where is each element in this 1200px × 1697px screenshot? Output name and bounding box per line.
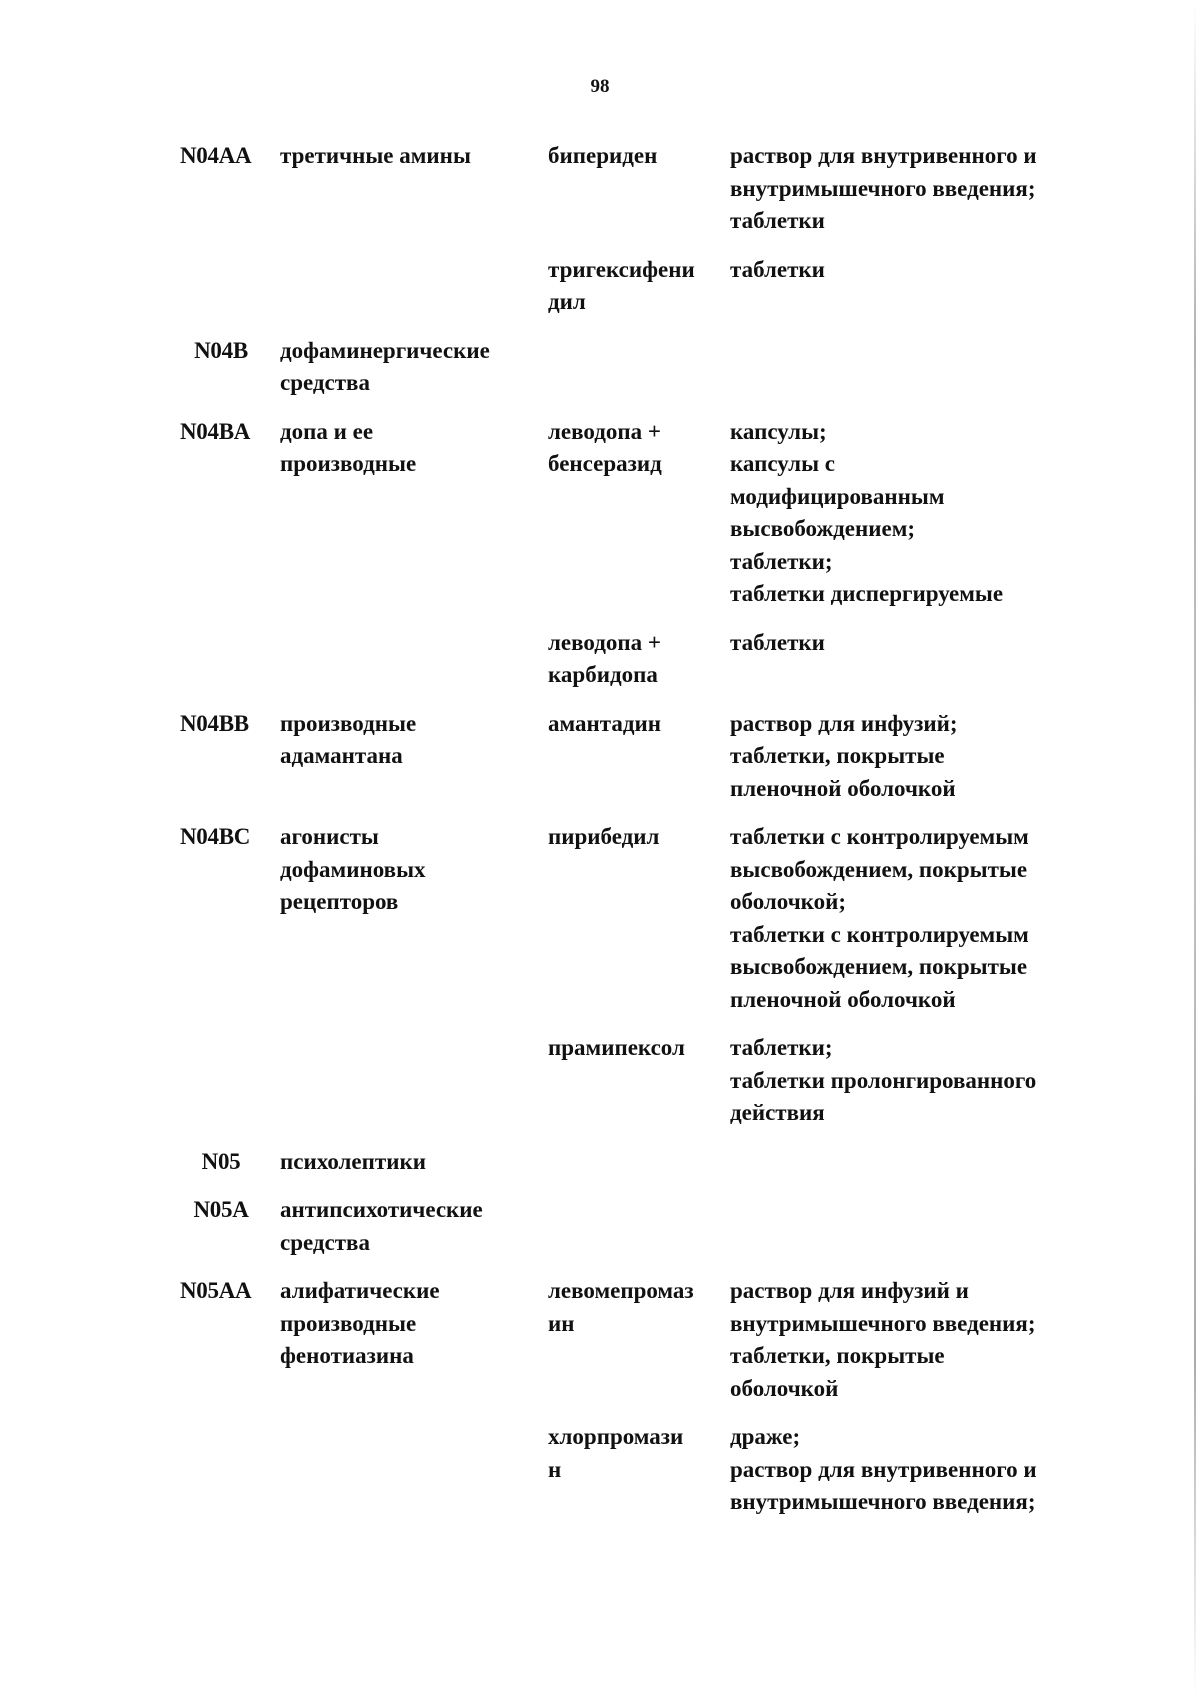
dosage-forms: таблетки с контролируемым высвобождением, покрытые оболочкой; таблетки с контролируемым высвобождением, покрытые пленочной оболочкой [730,824,1029,1012]
dosage-forms: раствор для инфузий; таблетки, покрытые пленочной оболочкой [730,710,958,801]
dosage-forms: драже; раствор для внутривенного и внутримышечного введения; [730,1424,1037,1514]
anatomical-therapeutic-group: психолептики [280,1148,426,1174]
anatomical-therapeutic-group: допа и ее производные [280,418,417,476]
drug-substance: леводопа + карбидопа [548,629,661,687]
drug-substance [548,1194,730,1259]
table-row [180,1146,1100,1179]
dosage-forms [730,1194,1100,1259]
atc-code: N05AA [180,1278,252,1303]
drug-substance: хлорпромази н [548,1424,684,1482]
drug-substance [548,335,730,400]
drug-substance: бипериден [548,143,658,168]
atc-code: N04BC [180,824,251,849]
drug-substance: прамипексол [548,1035,685,1060]
table-row [180,1421,1100,1519]
dosage-forms: таблетки [730,629,825,655]
dosage-forms: таблетки; таблетки пролонгированного действия [730,1035,1037,1125]
table-row [180,1275,1100,1405]
atc-code [180,627,280,692]
dosage-forms: капсулы; капсулы с модифицированным высвобождением; таблетки; таблетки диспергируемые [730,418,1004,606]
dosage-forms: раствор для внутривенного и внутримышечного введения; таблетки [730,143,1037,233]
atc-code: N04AA [180,143,252,168]
anatomical-therapeutic-group: третичные амины [280,143,471,168]
dosage-forms [730,1146,1100,1179]
drug-substance [548,1146,730,1179]
table-row [180,1194,1100,1259]
table-row [180,1032,1100,1130]
dosage-forms [730,335,1100,400]
atc-code: N04B [194,337,248,363]
atc-code: N05 [201,1148,241,1174]
drug-substance: амантадин [548,710,661,736]
table-row [180,708,1100,806]
atc-code: N05A [193,1197,249,1222]
anatomical-therapeutic-group: дофаминергические средства [280,337,490,395]
drug-substance: левомепромаз ин [548,1278,694,1336]
anatomical-therapeutic-group: алифатические производные фенотиазина [280,1278,440,1368]
dosage-forms: раствор для инфузий и внутримышечного введения; таблетки, покрытые оболочкой [730,1278,1036,1401]
anatomical-therapeutic-group [280,1421,548,1519]
drug-substance: тригексифени дил [548,256,695,314]
anatomical-therapeutic-group: антипсихотические средства [280,1197,483,1255]
drug-substance: пирибедил [548,824,660,849]
dosage-forms: таблетки [730,256,825,282]
atc-code [180,1032,280,1130]
atc-code: N04BB [180,710,249,736]
anatomical-therapeutic-group [280,627,548,692]
anatomical-therapeutic-group: производные адамантана [280,710,417,768]
page-number: 98 [590,76,610,97]
atc-code: N04BA [180,418,251,444]
scan-edge-shadow [1194,0,1196,1697]
atc-code [180,254,280,319]
anatomical-therapeutic-group [280,254,548,319]
table-row [180,335,1100,400]
table-row [180,140,1100,238]
drug-classification-table [180,140,1100,1535]
table-row [180,416,1100,611]
drug-substance: леводопа + бенсеразид [548,418,662,476]
anatomical-therapeutic-group: агонисты дофаминовых рецепторов [280,824,426,914]
table-row [180,821,1100,1016]
table-row [180,627,1100,692]
atc-code [180,1421,280,1519]
table-row [180,254,1100,319]
anatomical-therapeutic-group [280,1032,548,1130]
